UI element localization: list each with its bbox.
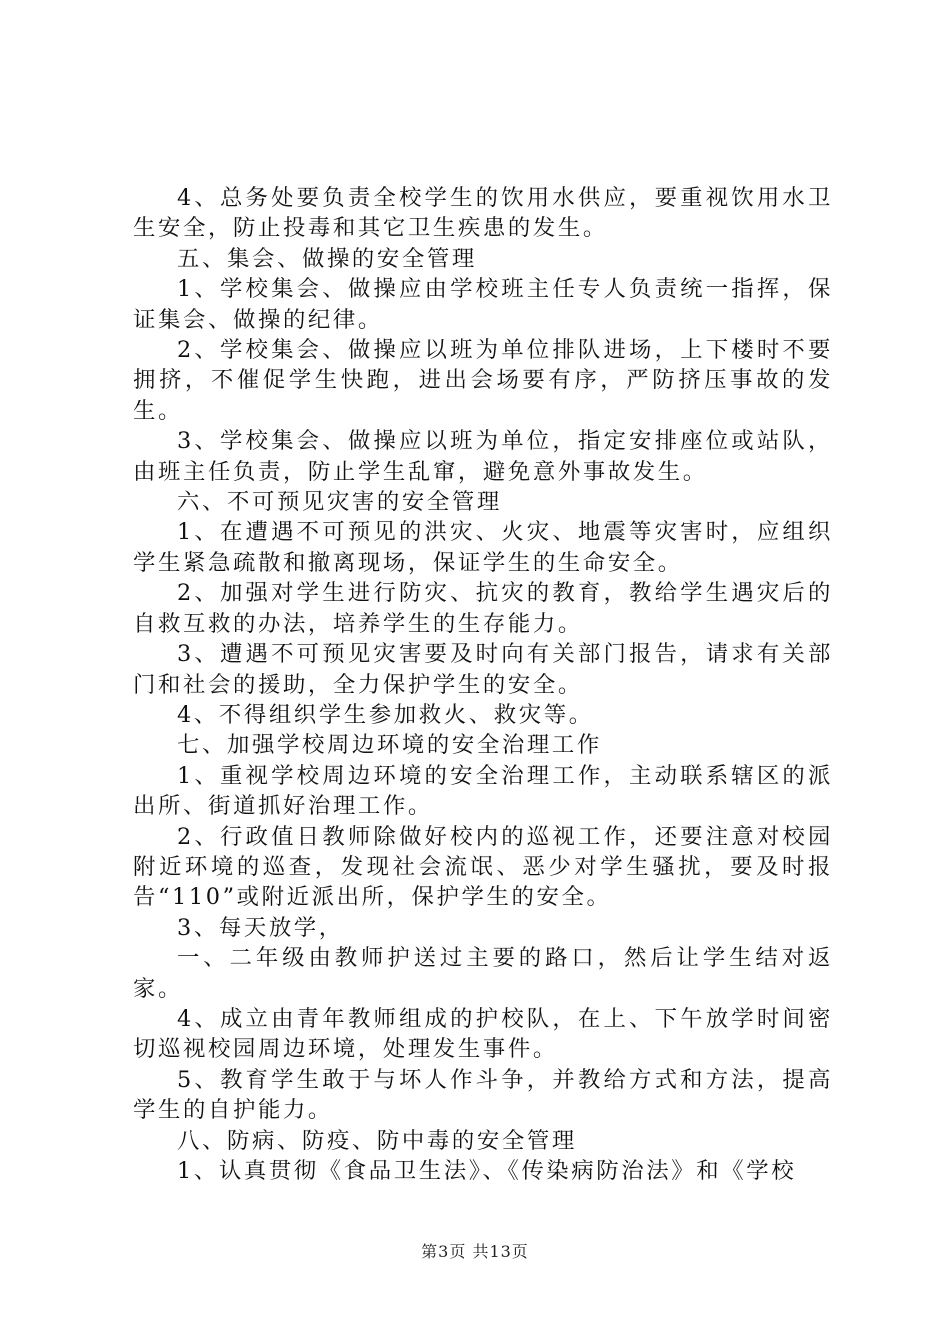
paragraph-assembly-1: 1、学校集会、做操应由学校班主任专人负责统一指挥，保证集会、做操的纪律。 — [133, 276, 833, 333]
section-heading-disaster: 六、不可预见灾害的安全管理 — [177, 489, 502, 516]
paragraph-assembly-2: 2、学校集会、做操应以班为单位排队进场，上下楼时不要拥挤，不催促学生快跑，进出会场要有序，严防挤压事故的发生。 — [133, 337, 833, 424]
paragraph-disaster-3: 3、遭遇不可预见灾害要及时向有关部门报告，请求有关部门和社会的援助，全力保护学生的安全。 — [133, 641, 833, 698]
paragraph-surroundings-2: 2、行政值日教师除做好校内的巡视工作，还要注意对校园附近环境的巡查，发现社会流氓、恶少对学生骚扰，要及时报告“110”或附近派出所，保护学生的安全。 — [133, 823, 833, 911]
paragraph-surroundings-3-cont: 一、二年级由教师护送过主要的路口，然后让学生结对返家。 — [133, 945, 833, 1002]
paragraph-disaster-2: 2、加强对学生进行防灾、抗灾的教育，教给学生遇灾后的自救互救的办法，培养学生的生存能力。 — [133, 580, 833, 637]
paragraph-surroundings-3: 3、每天放学， — [177, 914, 344, 941]
page-number-footer: 第3页 共13页 — [421, 1242, 529, 1261]
paragraph-disaster-1: 1、在遭遇不可预见的洪灾、火灾、地震等灾害时，应组织学生紧急疏散和撤离现场，保证学生的生命安全。 — [133, 519, 833, 576]
paragraph-surroundings-4: 4、成立由青年教师组成的护校队，在上、下午放学时间密切巡视校园周边环境，处理发生事件。 — [133, 1005, 833, 1063]
paragraph-disease-1: 1、认真贯彻《食品卫生法》、《传染病防治法》和《学校 — [177, 1158, 797, 1184]
section-heading-assembly: 五、集会、做操的安全管理 — [177, 245, 477, 272]
paragraph-surroundings-1: 1、重视学校周边环境的安全治理工作，主动联系辖区的派出所、街道抓好治理工作。 — [133, 762, 833, 820]
paragraph-water-supply: 4、总务处要负责全校学生的饮用水供应，要重视饮用水卫生安全，防止投毒和其它卫生疾患的发生。 — [133, 185, 833, 242]
paragraph-assembly-3: 3、学校集会、做操应以班为单位，指定安排座位或站队，由班主任负责，防止学生乱窜，避免意外事故发生。 — [133, 428, 833, 485]
section-heading-surroundings: 七、加强学校周边环境的安全治理工作 — [177, 732, 602, 759]
section-heading-disease: 八、防病、防疫、防中毒的安全管理 — [177, 1127, 577, 1154]
document-body — [133, 183, 833, 1186]
paragraph-surroundings-5: 5、教育学生敢于与坏人作斗争，并教给方式和方法，提高学生的自护能力。 — [133, 1066, 833, 1124]
paragraph-disaster-4: 4、不得组织学生参加救火、救灾等。 — [177, 701, 594, 728]
